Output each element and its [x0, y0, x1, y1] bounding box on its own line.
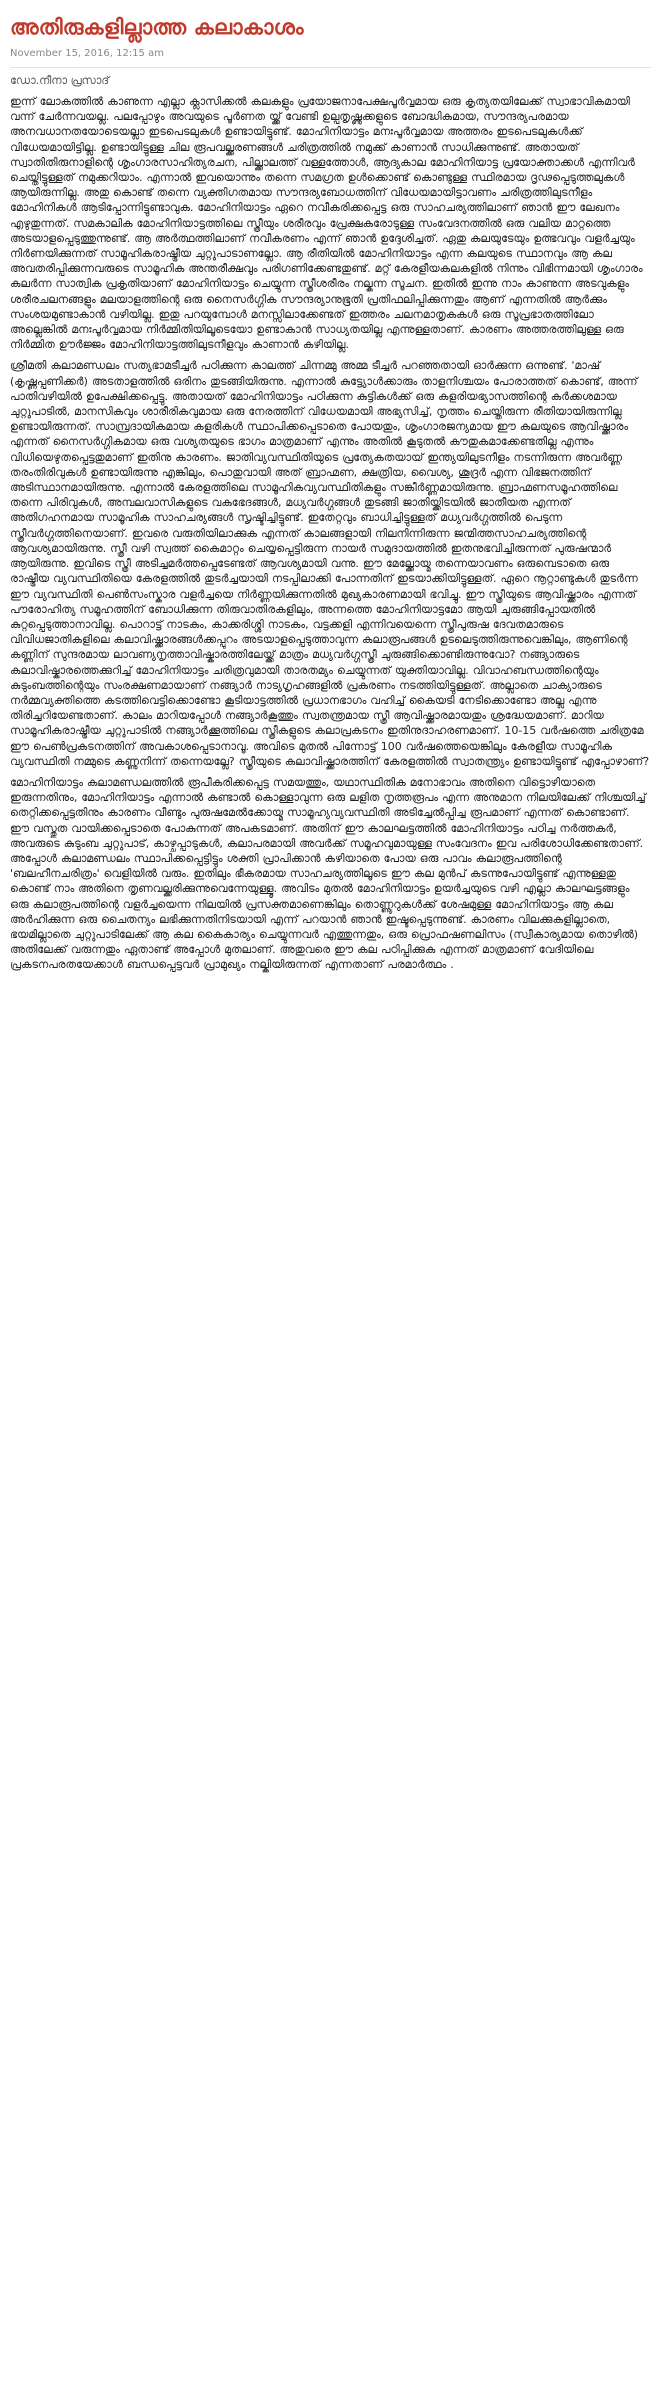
article-title: അതിരുകളില്ലാത്ത കലാകാശം [10, 15, 304, 39]
article-paragraph: മോഹിനിയാട്ടം കലാമണ്ഡലത്തിൽ രൂപീകരിക്കപ്പെട്ട സമയത്തും, യഥാസ്ഥിതിക മനോഭാവം അതിനെ വിട്ടൊഴിയാതെ ഇരുന്നതിനും, മോഹിനിയാട്ടം എന്നാൽ കണ്ടാൽ കൊള്ളാവുന്ന ഒരു ലളിത നൃത്തരൂപം എന്ന അനുമാന നിലയിലേക്ക് നിശ്ചയിച്ച് തെറ്റിക്കപ്പെട്ടതിനും കാരണം വീണ്ടും പുരുഷമേൽക്കോയ്മ സാമൂഹ്യവ്യവസ്ഥിതി അടിച്ചേൽപ്പിച്ച രൂപമാണ് എന്നത് കൊണ്ടാണ്. ഈ വസ്തുത വായിക്കപ്പെടാതെ പോകുന്നത് അപകടമാണ്. അതിന് ഈ കാലഘട്ടത്തിൽ മോഹിനിയാട്ടം പഠിച്ച നർത്തകർ, അവരുടെ കുടുംബ ചുറ്റുപാട്, കാഴ്ചപ്പാടുകൾ, കലാപരമായി അവർക്ക് സമൂഹവുമായുള്ള സംവേദനം ഇവ പരിശോധിക്കേണ്ടതാണ്. അപ്പോൾ കലാമണ്ഡലം സ്ഥാപിക്കപ്പെട്ടിട്ടും ശക്തി പ്രാപിക്കാൻ കഴിയാതെ പോയ ഒരു പാവം കലാരൂപത്തിന്റെ 'ബലഹീനചരിത്രം' വെളിയിൽ വരും. ഇതിലും ഭീകരമായ സാഹചര്യത്തിലൂടെ ഈ കല മുൻപ് കടന്നുപോയിട്ടുണ്ട് എന്നുള്ളതു കൊണ്ട് നാം അതിനെ തൃണവല്ക്കരിക്കുന്നുവെന്നേയുള്ളൂ. അവിടം മുതൽ മോഹിനിയാട്ടം ഉയർച്ചയുടെ വഴി എല്ലാ കാലഘട്ടങ്ങളും ഒരു കലാരൂപത്തിന്റെ വളർച്ചയെന്ന നിലയിൽ പ്രസക്തമാണെങ്കിലും തൊണ്ണൂറുകൾക്ക് ശേഷമുള്ള മോഹിനിയാട്ടം ആ കല അർഹിക്കുന്ന ഒരു ചൈതന്യം ലഭിക്കുന്നതിനിടയായി എന്ന് പറയാൻ ഞാൻ ഇഷ്ടപ്പെടുന്നുണ്ട്. കാരണം വിലക്കുകളില്ലാതെ, ഭയമില്ലാതെ ചുറ്റുപാടിലേക്ക് ആ കല കൈകാര്യം ചെയ്യുന്നവർ എത്തുന്നതും, ഒരു പ്രൊഫഷണലിസം (സ്വീകാര്യമായ തൊഴിൽ) അതിലേക്ക് വരുന്നതും ഏതാണ്ട് അപ്പോൾ മുതലാണ്. അതുവരെ ഈ കല പഠിപ്പിക്കുക എന്നത് മാത്രമാണ് വേദിയിലെ പ്രകടനപരതയേക്കാൾ ബന്ധപ്പെട്ടവർ പ്രാമുഖ്യം നല്കിയിരുന്നത് എന്നതാണ് പരമാർത്ഥം . [10, 775, 646, 972]
article [0, 0, 661, 973]
author-name: ഡോ.നീനാ പ്രസാദ് [10, 74, 110, 87]
publish-date: November 15, 2016, 12:15 am [10, 48, 164, 59]
article-paragraph: ഇന്ന് ലോകത്തിൽ കാണുന്ന എല്ലാ ക്ലാസിക്കൽ കലകളും പ്രയോജനാപേക്ഷപൂർവ്വമായ ഒരു കൃത്യതയിലേക്ക് സ്വാഭാവികമായി വന്ന് ചേർന്നവയല്ല. പലപ്പോഴും അവയുടെ പൂർണത യ്ക്ക് വേണ്ടി ഉല്പതൃഷ്ണുക്കളുടെ ബോദ്ധികമായ, സൗന്ദര്യപരമായ അനവധാനതയോടെയല്ലാ ഇടപെടലുകൾ ഉണ്ടായിട്ടുണ്ട്. മോഹിനിയാട്ടം മനഃപൂർവ്വമായ അത്തരം ഇടപെടലുകൾക്ക് വിധേയമായിട്ടില്ല. ഉണ്ടായിട്ടുള്ള ചില രൂപവല്ക്കരണങ്ങൾ ചരിത്രത്തിൽ നമുക്ക് കാണാൻ സാധിക്കുന്നുണ്ട്. അതായത് സ്വാതിതിരുനാളിന്റെ ശൃംഗാരസാഹിത്യരചന, പില്ക്കാലത്ത് വള്ളത്തോൾ, ആദ്യകാല മോഹിനിയാട്ട പ്രയോക്താക്കൾ എന്നിവർ ചെയ്തിട്ടുള്ളത് നമുക്കറിയാം. എന്നാൽ ഇവയൊന്നും തന്നെ സമഗ്രത ഉൾക്കൊണ്ട് കൊണ്ടുള്ള സ്ഥിരമായ ദൃഢപ്പെടുത്തലുകൾ ആയിരുന്നില്ല. അതു കൊണ്ട് തന്നെ വ്യക്തിഗതമായ സൗന്ദര്യബോധത്തിന് വിധേയമായിട്ടാവണം ചരിത്രത്തിലുടനീളം മോഹിനികൾ ആടിപ്പോന്നിട്ടുണ്ടാവുക. മോഹിനിയാട്ടം ഏറെ നവീകരിക്കപ്പെട്ട ഒരു സാഹചര്യത്തിലാണ് ഞാൻ ഈ ലേഖനം എഴുതുന്നത്. സമകാലിക മോഹിനിയാട്ടത്തിലെ സ്ത്രീയും ശരീരവും പ്രേക്ഷകരോടുള്ള സംവേദനത്തിൽ ഒരു വലിയ മാറ്റത്തെ അടയാളപ്പെടുത്തുന്നുണ്ട്. ആ അർത്ഥത്തിലാണ് നവീകരണം എന്ന് ഞാൻ ഉദ്ദേശിച്ചത്. ഏതു കലയുടേയും ഉത്ഭവവും വളർച്ചയും നിർണയിക്കുന്നത് സാമൂഹികരാഷ്ട്രീയ ചുറ്റുപാടാണല്ലോ. ആ രീതിയിൽ മോഹിനിയാട്ടം എന്ന കലയുടെ സ്ഥാനവും ആ കല അവതരിപ്പിക്കുന്നവരുടെ സാമൂഹിക അന്തരീക്ഷവും പരിഗണിക്കേണ്ടതുണ്ട്. മറ്റ് കേരളീയകലകളിൽ നിന്നും വിഭിന്നമായി ശൃംഗാരം കലർന്ന സാത്വിക പ്രകൃതിയാണ് മോഹിനിയാട്ടം ചെയ്യുന്ന സ്ത്രീശരീരം നല്കുന്ന സൂചന. ഇതിൽ ഇന്നു നാം കാണുന്ന അടവുകളും ശരീരചലനങ്ങളും മലയാളത്തിന്റെ ഒരു നൈസർഗ്ഗിക സൗന്ദര്യാനുഭൂതി പ്രതിഫലിപ്പിക്കുന്നതും ആണ് എന്നതിൽ ആർക്കും സംശയമുണ്ടാകാൻ വഴിയില്ല. ഇതു പറയുമ്പോൾ മനസ്സിലാക്കേണ്ടത് ഇത്തരം ചലനമാതൃകകൾ ഒരു സൂപ്രഭാതത്തിലോ അല്ലെങ്കിൽ മനഃപൂർവ്വമായ നിർമ്മിതിയിലൂടെയോ ഉണ്ടാകാൻ സാധ്യതയില്ല എന്നുള്ളതാണ്. കാരണം അത്തരത്തിലുള്ള ഒരു നിർമ്മിത ഊർജ്ജം മോഹിനിയാട്ടത്തിലുടനീളവും കാണാൻ കഴിയില്ല. [10, 95, 643, 352]
article-paragraph: ശ്രീമതി കലാമണ്ഡലം സത്യഭാമടീച്ചർ പഠിക്കുന്ന കാലത്ത് ചിന്നമ്മു അമ്മ ടീച്ചർ പറഞ്ഞതായി ഓർക്കുന്ന ഒന്നുണ്ട്. 'മാഷ് (കൃഷ്ണപ്പണിക്കർ) അടതാളത്തിൽ ഒരിനം തുടങ്ങിയിരുന്നു. എന്നാൽ കുട്ട്യോൾക്കാരും താളനിശ്ചയം പോരാത്തത് കൊണ്ട്, അന്ന് പാതിവഴിയിൽ ഉപേക്ഷിക്കപ്പെട്ടു. അതായത് മോഹിനിയാട്ടം പഠിക്കുന്ന കുട്ടികൾക്ക് ഒരു കളരിയഭ്യാസത്തിന്റെ കർക്കശമായ ചുറ്റുപാടിൽ, മാനസികവും ശാരീരികവുമായ ഒരു നേരത്തിന് വിധേയമായി അഭ്യസിച്ച്, നൃത്തം ചെയ്തിരുന്ന രീതിയായിരുന്നില്ല ഉണ്ടായിരുന്നത്. സാമ്പ്രദായികമായ കളരികൾ സ്ഥാപിക്കപ്പെടാതെ പോയതും, ശൃംഗാരജന്യമായ ഈ കലയുടെ ആവിഷ്ക്കാരം എന്നത് നൈസർഗ്ഗികമായ ഒരു വശ്യതയുടെ ഭാഗം മാത്രമാണ് എന്നും അതിൽ കൂടുതൽ കൗതുകമാക്കേണ്ടതില്ല എന്നും വിധിയെഴുതപ്പെട്ടതുമാണ് ഇതിനു കാരണം. ജാതിവ്യവസ്ഥിതിയുടെ പ്രത്യേകതയായ് ഇന്ത്യയിലുടനീളം നടന്നിരുന്ന അവർണ്ണ തരംതിരിവുകൾ ഉണ്ടായിരുന്നു എങ്കിലും, പൊതുവായി അത് ബ്രാഹ്മണ, ക്ഷത്രിയ, വൈശ്യ, ശൂദ്രർ എന്ന വിഭജനത്തിന് അടിസ്ഥാനമായിരുന്നു. എന്നാൽ കേരളത്തിലെ സാമൂഹികവ്യവസ്ഥിതികളും സങ്കീർണ്ണമായിരുന്നു. ബ്രാഹ്മണസമൂഹത്തിലെ തന്നെ പിരിവുകൾ, അമ്പലവാസികളുടെ വകഭേദങ്ങൾ, മധ്യവർഗ്ഗങ്ങൾ തുടങ്ങി ജാതിയ്ക്കിടയിൽ ജാതീയത എന്നത് അതിഗഹനമായ സാമൂഹിക സാഹചര്യങ്ങൾ സൃഷ്ടിച്ചിട്ടുണ്ട്. ഇതേറ്റവും ബാധിച്ചിട്ടുള്ളത് മധ്യവർഗ്ഗത്തിൽ പെടുന്ന സ്ത്രീവർഗ്ഗത്തിനെയാണ്. ഇവരെ വരുതിയിലാക്കുക എന്നത് കാലങ്ങളായി നിലനിന്നിരുന്ന ജന്മിത്തസാഹചര്യത്തിന്റെ ആവശ്യമായിരുന്നു. സ്ത്രീ വഴി സ്വത്ത് കൈമാറ്റം ചെയ്യപ്പെട്ടിരുന്ന നായർ സമുദായത്തിൽ ഇതനുഭവിച്ചിരുന്നത് പുരുഷന്മാർ ആയിരുന്നു. ഇവിടെ സ്ത്രീ അടിച്ചമർത്തപ്പെടേണ്ടത് ആവശ്യമായി വന്നു. ഈ മേല്ക്കോയ്മ തന്നെയാവണം ഒരുമ്പെടാതെ ഒരു രാഷ്ട്രീയ വ്യവസ്ഥിതിയെ കേരളത്തിൽ തുടർച്ചയായി നടപ്പിലാക്കി പോന്നതിന് ഇടയാക്കിയിട്ടുള്ളത്. ഏറെ നൂറ്റാണ്ടുകൾ തുടർന്ന ഈ വ്യവസ്ഥിതി പെൺസംസ്കാര വളർച്ചയെ നിർണ്ണയിക്കുന്നതിൽ മുഖ്യകാരണമായി ഭവിച്ചു. ഈ സ്ത്രീയുടെ ആവിഷ്ക്കാരം എന്നത് പൗരോഹിത്യ സമൂഹത്തിന് ബോധിക്കുന്ന തിരുവാതിരകളിലും, അന്നത്തെ മോഹിനിയാട്ടമോ ആയി ചുരുങ്ങിപ്പോയതിൽ കുറ്റപ്പെടുത്താനാവില്ല. പൊറാട്ട് നാടകം, കാക്കരിശ്ശി നാടകം, വട്ടക്കളി എന്നിവയെന്നെ സ്ത്രീപുരുഷ ദേവതമാരുടെ വിവിധജാതികളിലെ കലാവിഷ്ക്കാരങ്ങൾക്കപ്പുറം അടയാളപ്പെടുത്താവുന്ന കലാരൂപങ്ങൾ ഉടലെടുത്തിരുന്നുവെങ്കിലും, ആണിന്റെ കണ്ണിന് സുന്ദരമായ ലാവണ്യനൃത്താവിഷ്കാരത്തിലേയ്ക്ക് മാത്രം മധ്യവർഗ്ഗസ്ത്രീ ചുരുങ്ങിക്കൊണ്ടിരുന്നുവോ? നങ്ങ്യാരുടെ കലാവിഷ്കാരത്തെക്കുറിച്ച് മോഹിനിയാട്ടം ചരിത്രവുമായി താരതമ്യം ചെയ്യുന്നത് യുക്തിയാവില്ല. വിവാഹബന്ധത്തിന്റെയും കുടുംബത്തിന്റെയും സംരക്ഷണമായാണ് നങ്ങ്യാർ നാട്യഗൃഹങ്ങളിൽ പ്രകരണം നടത്തിയിട്ടുള്ളത്. അല്ലാതെ ചാക്യാരുടെ നർമ്മവ്യക്തിത്തെ കടത്തിവെട്ടിക്കൊണ്ടോ കൂടിയാട്ടത്തിൽ പ്രധാനഭാഗം വഹിച്ച് കൈയടി നേടിക്കൊണ്ടോ അല്ല എന്നു തിരിച്ചറിയേണ്ടതാണ്. കാലം മാറിയപ്പോൾ നങ്ങ്യാർകൂത്തും സ്വതന്ത്രമായ സ്ത്രീ ആവിഷ്ക്കാരമായതും ശ്രദ്ധേയമാണ്. മാറിയ സാമൂഹികരാഷ്ട്രീയ ചുറ്റുപാടിൽ നങ്ങ്യാർക്കൂത്തിലെ സ്ത്രീകളുടെ കലാപ്രകടനം ഇതിനുദാഹരണമാണ്. 10-15 വർഷത്തെ ചരിത്രമേ ഈ പെൺപ്രകടനത്തിന് അവകാശപ്പെടാനാവൂ. അവിടെ മുതൽ പിന്നോട്ട് 100 വർഷത്തെയെങ്കിലും കേരളീയ സാമൂഹിക വ്യവസ്ഥിതി നമ്മുടെ കണ്ണുനിന്ന് തന്നെയല്ലേ? സ്ത്രീയുടെ കലാവിഷ്ക്കാരത്തിന് കേരളത്തിൽ സ്വാതന്ത്ര്യം ഉണ്ടായിട്ടുണ്ട് എപ്പോഴാണ്? [10, 359, 650, 768]
divider [10, 67, 651, 68]
article-body [10, 94, 651, 973]
